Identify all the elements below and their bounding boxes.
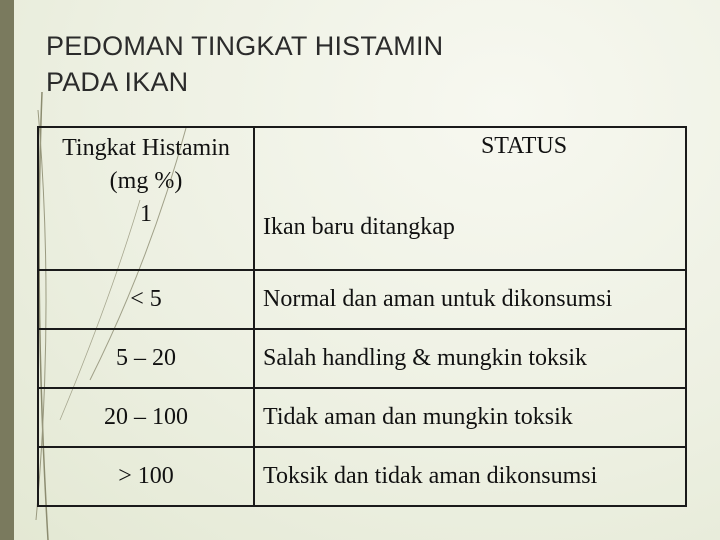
slide-title [46,28,646,100]
header-status-label: STATUS [480,133,568,159]
title-line-1: PEDOMAN TINGKAT HISTAMIN [46,31,444,61]
header-cell-status [254,127,686,270]
histamine-table [37,126,687,507]
header-level-first-value: 1 [140,201,152,227]
header-status-first-value: Ikan baru ditangkap [263,214,455,240]
table-header-row [38,127,686,270]
level-cell: < 5 [38,270,254,329]
level-cell: > 100 [38,447,254,506]
table-row [38,329,686,388]
title-line-2: PADA IKAN [46,67,189,97]
table-row [38,270,686,329]
status-cell: Tidak aman dan mungkin toksik [254,388,686,447]
level-cell: 20 – 100 [38,388,254,447]
table-row [38,447,686,506]
status-cell: Toksik dan tidak aman dikonsumsi [254,447,686,506]
level-cell: 5 – 20 [38,329,254,388]
header-cell-level [38,127,254,270]
header-level-unit: (mg %) [109,168,183,194]
table-row [38,388,686,447]
status-cell: Salah handling & mungkin toksik [254,329,686,388]
status-cell: Normal dan aman untuk dikonsumsi [254,270,686,329]
slide-left-bar [0,0,14,540]
header-level-label: Tingkat Histamin [62,135,230,161]
